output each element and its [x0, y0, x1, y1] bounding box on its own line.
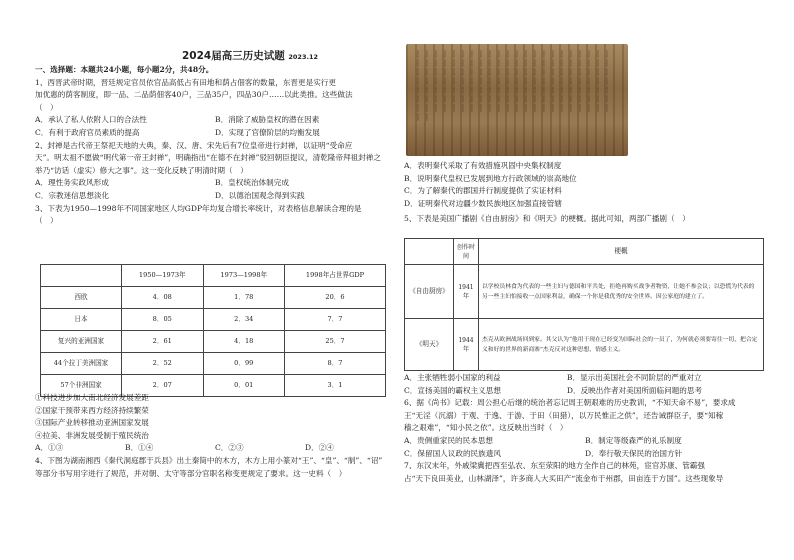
q1-options-row-1 [35, 114, 395, 127]
q5-table [404, 238, 764, 371]
q1-option-c[interactable]: C．有利于政府官员素质的提高 [35, 127, 140, 137]
q5-intro: 5、下表是美国广播剧《自由厨房》和《明天》的梗概。据此可知，两部广播剧（ ） [404, 214, 690, 224]
q3-line-2: （ ） [35, 216, 58, 226]
slip-texture: 丨丨丨丨丨丨丨丨丨丨丨丨丨丨丨丨丨丨丨丨丨丨丨丨丨丨丨丨丨丨丨丨丨丨丨丨丨丨丨丨丨丨丨丨丨丨丨丨丨丨丨丨丨丨丨丨丨丨丨丨丨丨丨丨丨丨丨丨丨丨丨丨丨丨丨丨丨丨丨丨丨丨丨丨丨丨丨丨丨丨丨丨丨丨丨丨丨丨丨丨丨丨丨丨丨丨丨丨丨丨丨丨丨丨丨丨丨丨丨丨丨丨丨丨丨丨丨丨丨丨丨丨丨丨丨丨丨丨丨丨丨丨丨丨丨丨丨丨丨丨丨丨丨丨丨丨 [414, 50, 612, 122]
q6-option-d[interactable]: D．奉行敬天保民的治国方针 [585, 448, 683, 458]
title-text: 2024届高三历史试题 [182, 50, 285, 62]
q2-options-row-1 [35, 177, 395, 190]
q6-option-c[interactable]: C．保留国人议政的民族遗风 [404, 448, 501, 458]
q4-option-a[interactable]: A．表明秦代采取了有效措施巩固中央集权制度 [404, 161, 562, 170]
q3-option-d[interactable]: D．②④ [305, 443, 334, 453]
table-cell: 2．52 [122, 353, 204, 375]
table-cell: 8．7 [285, 353, 386, 375]
table-cell: 复兴的亚洲国家 [41, 331, 122, 353]
q6-options-row-2 [404, 448, 766, 461]
bamboo-slip-photo [406, 44, 628, 156]
q3-option-b[interactable]: B．①④ [125, 443, 154, 453]
q2-option-b[interactable]: B．皇权统治体制完成 [215, 178, 289, 188]
table-cell: 2．61 [122, 331, 204, 353]
q3-table [40, 264, 386, 397]
table-cell: 25．7 [285, 331, 386, 353]
q5-option-a[interactable]: A．主张牺牲弱小国家的利益 [404, 373, 501, 382]
table-cell: 2．07 [122, 375, 204, 397]
table-cell: 3．1 [285, 375, 386, 397]
q1-option-a[interactable]: A．承认了私人依附人口的合法性 [35, 115, 147, 125]
table-cell: 44个拉丁美洲国家 [41, 353, 122, 375]
table-cell: 1．78 [203, 287, 285, 309]
table-cell: 1941年 [454, 265, 479, 319]
q1-line-2: 加优惠的荫客制度，即一品、二品荫佃客40户，三品35户，四品30户……以此类推。这些做法 [35, 90, 353, 100]
q6-option-a[interactable]: A．贵侧重家民的民本思想 [404, 435, 494, 445]
q3-item-3: ③国际产业转移推动亚洲国家发展 [35, 418, 149, 428]
table-header-row [41, 265, 386, 287]
q6-options-row-1 [404, 435, 766, 448]
q4-option-c[interactable]: C．为了解秦代的郡国并行制度提供了实证材料 [404, 186, 562, 196]
left-column-lower [35, 392, 395, 480]
table-cell: 20．6 [285, 287, 386, 309]
table-header-cell: 1950—1973年 [122, 265, 204, 287]
table-cell: 日本 [41, 309, 122, 331]
q2-option-d[interactable]: D．以德治国观念得到实践 [215, 190, 305, 200]
q3-item-1: ①科技进步加大南北经济发展差距 [35, 393, 149, 402]
left-column [35, 64, 395, 228]
table-header-cell: 创作时间 [454, 239, 479, 265]
table-cell: 《明天》 [405, 319, 454, 371]
table-cell: 0．99 [203, 353, 285, 375]
table-cell: 西欧 [41, 287, 122, 309]
q3-option-a[interactable]: A．①③ [35, 443, 64, 453]
q1-line-3: （ ） [35, 102, 58, 112]
table-cell: 4．08 [122, 287, 204, 309]
q2-options-row-2 [35, 190, 395, 203]
q3-options [35, 442, 395, 455]
table-row [41, 309, 386, 331]
q6-option-b[interactable]: B．制定等级森严的礼乐制度 [585, 435, 682, 445]
q6-line-3: 穑之艰难”，“知小民之依”。这反映出当时（ ） [404, 423, 568, 433]
table-cell: 2．34 [203, 309, 285, 331]
table-row [405, 265, 764, 319]
table-row [405, 319, 764, 371]
q4-line-1: 4、下图为湖南湘西《秦代洞庭郡于兵县》出土秦简中的木方，木方上用小篆对“王”、“皇”、“制”、“诏” [35, 455, 383, 465]
q4-line-2: 等部分书写用字进行了规范，并对朝、太守等部分官职名称变更规定了要求。这一史料（ ） [35, 468, 347, 478]
table-row [41, 353, 386, 375]
table-cell: 4．18 [203, 331, 285, 353]
section-heading: 一、选择题：本题共24小题，每小题2分，共48分。 [35, 65, 214, 74]
q2-line-2: 天”。明太祖不愿做“明代第一帝王封禅”，明确指出“在德不在封禅”驳回朝臣提议，清乾隆帝拜祖封禅之 [35, 153, 381, 163]
q3-line-1: 3、下表为1950—1998年不同国家地区人均GDP年均复合增长率统计，对表格信息解读合理的是 [35, 203, 362, 213]
q1-line-1: 1、西晋武帝时期，晋廷规定官员依官品高低占有田地和荫占佃客的数量，东晋更是实行更 [35, 77, 336, 87]
q7-line-2: 占“天下良田美业，山林湖泽”，许多商人大买田产“流金布于州郡，田亩连于方国”。这些现象导 [404, 473, 724, 483]
q3-item-4: ④拉美、非洲发展受制于殖民统治 [35, 430, 149, 440]
q5-option-d[interactable]: D．反映出作者对美国所面临问题的思考 [566, 385, 703, 395]
q2-line-1: 2、封禅是古代帝王祭祀天地的大典，秦、汉、唐、宋先后有7位皇帝进行封禅，以证明“受命应 [35, 140, 353, 150]
table-row [41, 287, 386, 309]
table-cell: 以学校员林食为代表的一些主妇与德国和平共处，拒绝再购买战争者物资，让她不参会议；以恐慌为代表的另一些主妇怕接收一点国家利益，确保一个你是我优秀的安全世界。因公家庭的建立了。 [479, 265, 764, 319]
table-header-cell: 1998年占世界GDP [285, 265, 386, 287]
q1-options-row-2 [35, 127, 395, 140]
q5-option-b[interactable]: B．显示出美国社会不同阶层的严重对立 [566, 373, 702, 382]
table-cell: 0．01 [203, 375, 285, 397]
q3-item-2: ②国家干预带来西方经济持续繁荣 [35, 405, 149, 415]
table-cell: 1944年 [454, 319, 479, 371]
q2-option-a[interactable]: A．理性务实政风形成 [35, 178, 109, 188]
right-column-lower [404, 372, 766, 485]
q5-option-c[interactable]: C．宣扬美国的霸权主义思想 [404, 385, 501, 395]
q5-options-row-1 [404, 372, 766, 385]
table-cell: 8．05 [122, 309, 204, 331]
q1-option-b[interactable]: B．消除了威胁皇权的潜在因素 [215, 115, 320, 125]
q2-option-c[interactable]: C．宗教迷信思想淡化 [35, 190, 110, 200]
q5-options-row-2 [404, 385, 766, 398]
table-cell: 57个非洲国家 [41, 375, 122, 397]
table-header-cell: 梗概 [479, 239, 764, 265]
table-header-row [405, 239, 764, 265]
q3-option-c[interactable]: C．②③ [215, 443, 244, 453]
q1-option-d[interactable]: D．实现了官僚阶层的均衡发展 [215, 127, 320, 137]
q6-line-1: 6、据《尚书》记载：周公担心后继的统治者忘记周王朝艰难的历史教训，“不知天命不易”，要求成 [404, 398, 736, 408]
table-cell: 《自由厨房》 [405, 265, 454, 319]
table-cell: 杰克从欧洲战场回到家。其父认为“他用于现在已经变为国际社会的一员了，为何就必须要寄住一切，把合定义和好的世界的新商寨”杰克反对这种思想，情感主义。 [479, 319, 764, 371]
right-column [404, 160, 766, 226]
q7-line-1: 7、东汉末年，外戚梁冀把西至弘农、东至荥阳的地方全作自己的林苑，宦官苏康、管霸强 [404, 461, 705, 471]
table-cell: 7．7 [285, 309, 386, 331]
table-row [41, 331, 386, 353]
exam-date: 2023.12 [288, 53, 318, 61]
table-header-cell: 1973—1998年 [203, 265, 285, 287]
table-header-cell [405, 239, 454, 265]
q2-line-3: 举乃“访话（虚实）修大之事”。这一变化反映了明清时期（ ） [35, 165, 248, 175]
q4-option-b[interactable]: B．说明秦代皇权已发展到地方行政领域的崇高地位 [404, 173, 577, 183]
q4-option-d[interactable]: D．证明秦代对边疆少数民族地区加强直接管辖 [404, 198, 562, 208]
q6-line-2: 王“无淫（沉溺）于观、于逸、于游、于田（田猎），以万民惟正之供”，还告诫群臣子，要“知稼 [404, 410, 724, 420]
table-header-cell [41, 265, 122, 287]
exam-title [130, 50, 370, 64]
